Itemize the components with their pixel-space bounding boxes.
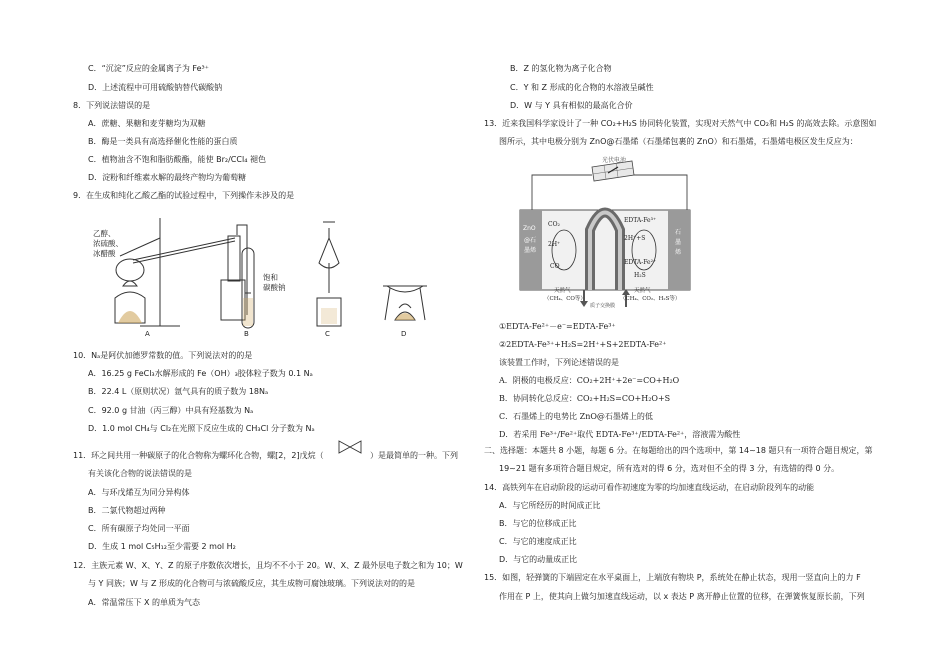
q11-stem-line2: 有关该化合物的说法错误的是 — [88, 469, 192, 478]
q13-option-a: A．阴极的电极反应：CO₂+2H⁺+2e⁻=CO+H₂O — [499, 376, 680, 385]
q12-option-c: C．Y 和 Z 形成的化合物的水溶液呈碱性 — [510, 83, 654, 92]
q8-option-d: D．淀粉和纤维素水解的最终产物均为葡萄糖 — [88, 173, 247, 182]
q10-stem: 10．Nₐ是阿伏加德罗常数的值。下列说法对的的是 — [73, 351, 253, 360]
q9-fig-a-label-3: 冰醋酸 — [93, 249, 116, 258]
q13-right-electrode-1: 石 — [675, 229, 682, 236]
q14-option-a: A．与它所经历的时间成正比 — [499, 501, 601, 510]
q8-option-c: C．植物油含不饱和脂肪酸酯，能使 Br₂/CCl₄ 褪色 — [88, 155, 266, 164]
q11-option-d: D．生成 1 mol C₅H₁₂至少需要 2 mol H₂ — [88, 542, 236, 551]
spiropentane-structure-icon — [338, 440, 362, 454]
q14-stem: 14．高铁列车在启动阶段的运动可看作初速度为零的均加速直线运动，在启动阶段列车的动能 — [484, 483, 815, 492]
q13-solar-label: 光伏电池 — [602, 157, 627, 164]
q12-stem-line2: 与 Y 同族；W 与 Z 形成的化合物可与浓硫酸反应，其生成物可腐蚀玻璃。下列说法对的的是 — [88, 579, 415, 588]
q13-gas-in-2: （CH₄、CO₂、H₂S等） — [620, 296, 681, 302]
q13-equation-2: ②2EDTA-Fe³⁺+H₂S=2H⁺+S+2EDTA-Fe²⁺ — [499, 340, 667, 349]
q8-option-b: B．酶是一类具有高选择催化性能的蛋白质 — [88, 137, 238, 146]
q13-right-electrode-2: 墨 — [675, 239, 682, 246]
q13-device-figure — [512, 155, 697, 310]
q7-option-d: D．上述流程中可用硫酸钠替代碳酸钠 — [88, 83, 223, 92]
q13-co-label: CO — [550, 263, 560, 270]
q9-fig-a-label-2: 浓硫酸、 — [93, 239, 123, 248]
q13-left-electrode-1: ZnO — [523, 225, 536, 232]
q9-fig-b-label-2: 碳酸钠 — [263, 283, 286, 292]
q13-option-c: C．石墨烯上的电势比 ZnO@石墨烯上的低 — [499, 412, 653, 421]
q14-option-b: B．与它的位移成正比 — [499, 519, 577, 528]
q8-stem: 8．下列说法错误的是 — [73, 101, 151, 110]
q9-apparatus-figure — [85, 208, 445, 343]
q13-sulfur-label: 2H⁺+S — [624, 235, 646, 242]
q11-option-b: B．二氯代物超过两种 — [88, 506, 166, 515]
q13-ask: 该装置工作时，下列论述错误的是 — [499, 358, 619, 367]
q12-option-a: A．常温常压下 X 的单质为气态 — [88, 598, 201, 607]
q14-option-d: D．与它的动量成正比 — [499, 555, 578, 564]
q9-fig-label-d: D — [401, 330, 407, 338]
q10-option-b: B．22.4 L（原则状况）氩气具有的质子数为 18Nₐ — [88, 387, 269, 396]
q13-left-electrode-3: 墨烯 — [524, 247, 537, 254]
q9-fig-a-label-1: 乙醇、 — [93, 229, 116, 238]
q10-option-c: C．92.0 g 甘油（丙三醇）中具有羟基数为 Nₐ — [88, 406, 254, 415]
q12-stem-line1: 12．主族元素 W、X、Y、Z 的原子序数依次增长，且均不不小于 20。W、X、Z 最外层电子数之和为 10；W — [73, 561, 463, 570]
q13-edta-fe2-label: EDTA-Fe²⁺ — [624, 259, 657, 266]
q15-stem-line1: 15．如图，轻弹簧的下端固定在水平桌面上，上端放有物块 P，系统处在静止状态，现用一竖直向上的力 F — [484, 573, 861, 582]
q8-option-a: A．蔗糖、果糖和麦芽糖均为双糖 — [88, 119, 206, 128]
q13-stem-line1: 13．近来我国科学家设计了一种 CO₂+H₂S 协同转化装置，实现对天然气中 CO₂和 H₂S 的高效去除。示意图如 — [484, 119, 877, 128]
section2-line1: 二、选择题：本题共 8 小题，每题 6 分。在每题给出的四个选项中，第 14~18 题只有一项符合题目规定，第 — [484, 446, 873, 455]
q13-gas-in-1: 天然气 — [634, 288, 651, 294]
q10-option-a: A．16.25 g FeCl₃水解形成的 Fe（OH）₃胶体粒子数为 0.1 Nₐ — [88, 369, 313, 378]
q13-h2s-label: H₂S — [634, 272, 646, 279]
q15-stem-line2: 作用在 P 上，使其向上做匀加速直线运动，以 x 表达 P 离开静止位置的位移，在弹簧恢复原长前，下列 — [499, 592, 865, 601]
q14-option-c: C．与它的速度成正比 — [499, 537, 577, 546]
q13-stem-line2: 图所示，其中电极分别为 ZnO@石墨烯（石墨烯包裹的 ZnO）和石墨烯，石墨烯电极区发生反应为： — [499, 137, 858, 146]
q11-stem-part2: ）是最简单的一种。下列 — [370, 451, 458, 460]
q13-left-electrode-2: @石 — [524, 237, 537, 244]
q13-gas-out-1: 天然气 — [554, 288, 571, 294]
q9-fig-b-label-1: 饱和 — [263, 273, 278, 282]
q13-gas-out-2: （CH₄、CO等） — [544, 296, 586, 302]
q13-right-electrode-3: 烯 — [675, 249, 682, 256]
q9-fig-label-a: A — [145, 330, 150, 338]
q11-stem-part1: 11．环之间共用一种碳原子的化合物称为螺环化合物，螺[2，2]戊烷（ — [73, 451, 324, 460]
q7-option-c: C．“沉淀”反应的金属离子为 Fe³⁺ — [88, 64, 209, 73]
q11-option-c: C．所有碳原子均处同一平面 — [88, 524, 190, 533]
q10-option-d: D．1.0 mol CH₄与 Cl₂在光照下反应生成的 CH₃Cl 分子数为 Nₐ — [88, 424, 315, 433]
q13-option-b: B．协同转化总反应：CO₂+H₂S=CO+H₂O+S — [499, 394, 671, 403]
q9-fig-label-c: C — [325, 330, 330, 338]
q13-h-label: 2H⁺ — [548, 241, 561, 248]
q9-stem: 9．在生成和纯化乙酸乙酯的试验过程中，下列操作未涉及的是 — [73, 191, 295, 200]
q13-option-d: D．若采用 Fe³⁺/Fe²⁺取代 EDTA-Fe³⁺/EDTA-Fe²⁺，溶液需为酸性 — [499, 430, 741, 439]
q13-equation-1: ①EDTA-Fe²⁺－e⁻=EDTA-Fe³⁺ — [499, 322, 616, 331]
q11-option-a: A．与环戊烯互为同分异构体 — [88, 488, 190, 497]
q13-membrane-label: 质子交换膜 — [590, 303, 616, 309]
q12-option-b: B．Z 的氢化物为离子化合物 — [510, 64, 612, 73]
q13-co2-label: CO₂ — [548, 221, 560, 228]
q13-device-svg — [512, 155, 697, 310]
q12-option-d: D．W 与 Y 具有相似的最高化合价 — [510, 101, 633, 110]
q13-edta-fe3-label: EDTA-Fe³⁺ — [624, 217, 657, 224]
section2-line2: 19~21 题有多项符合题目规定，所有选对的得 6 分，选对但不全的得 3 分，有选错的得 0 分。 — [499, 464, 840, 473]
q9-fig-label-b: B — [244, 330, 249, 338]
